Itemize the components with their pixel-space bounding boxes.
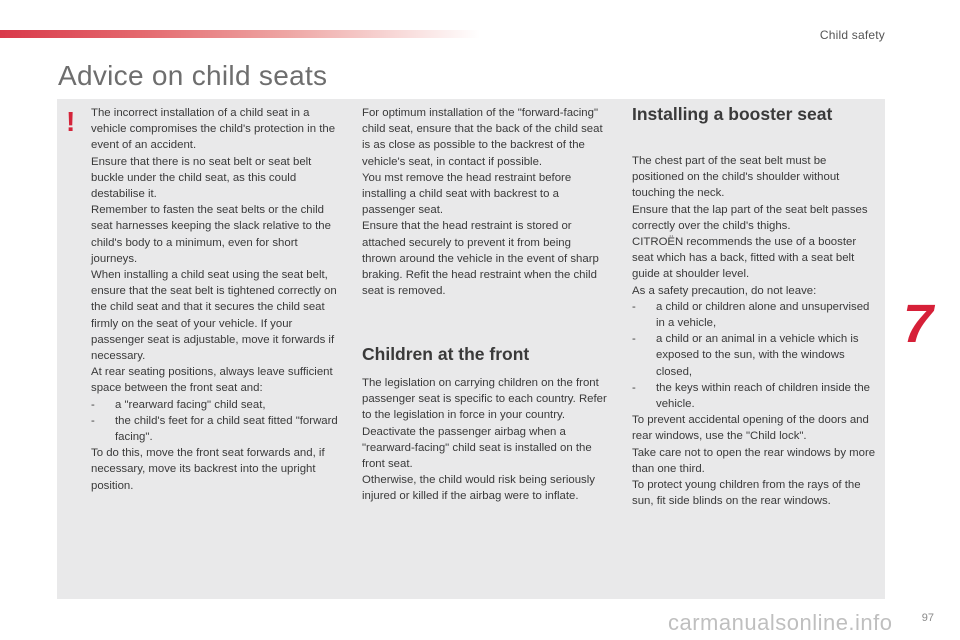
paragraph: You mst remove the head restraint before installing a child seat with backrest to a passenger seat. — [362, 171, 572, 217]
paragraph: Ensure that the head restraint is stored or attached securely to prevent it from being thrown around the vehicle in the event of sharp braking. Refit the head restraint when the child seat is removed. — [362, 220, 599, 298]
paragraph: The legislation on carrying children on the front passenger seat is specific to each country. Refer to the legislation in force in your country. — [362, 377, 607, 422]
list-item: - a child or an animal in a vehicle which is exposed to the sun, with the windows closed, — [632, 333, 859, 378]
paragraph: Ensure that there is no seat belt or seat belt buckle under the child seat, as this could destabilise it. — [91, 155, 312, 201]
paragraph: The chest part of the seat belt must be positioned on the child's shoulder without touching the neck. — [632, 155, 840, 200]
list-item: - the child's feet for a child seat fitted "forward facing". — [91, 414, 338, 444]
booster-seat-section — [632, 153, 880, 509]
section-title: Child safety — [819, 28, 885, 42]
paragraph: Otherwise, the child would risk being seriously injured or killed if the airbag were to inflate. — [362, 474, 595, 503]
paragraph: Ensure that the lap part of the seat belt passes correctly over the child's thighs. — [632, 203, 868, 232]
paragraph: CITROËN recommends the use of a booster seat which has a back, fitted with a seat belt guide at shoulder level. — [632, 236, 857, 281]
page-number: 97 — [921, 612, 934, 624]
paragraph: To do this, move the front seat forwards and, if necessary, move its backrest into the upright position. — [91, 447, 325, 492]
header-accent-bar — [0, 30, 480, 38]
booster-seat-heading: Installing a booster seat — [632, 104, 833, 124]
page-title: Advice on child seats — [58, 60, 328, 91]
warning-icon: ! — [66, 106, 76, 137]
list-item: - a "rearward facing" child seat, — [91, 398, 266, 411]
list-item: - a child or children alone and unsupervised in a vehicle, — [632, 300, 870, 330]
list-item: - the keys within reach of children inside the vehicle. — [632, 381, 871, 411]
watermark: carmanualsonline.info — [668, 610, 893, 635]
paragraph: When installing a child seat using the seat belt, ensure that the seat belt is tightened correctly on the child seat and that it secures the child seat firmly on the seat of your vehicle. If your passenger seat is adjustable, move it forwards if necessary. — [91, 269, 337, 363]
paragraph: At rear seating positions, always leave sufficient space between the front seat and: — [91, 366, 333, 395]
installation-column — [362, 105, 607, 299]
children-front-heading: Children at the front — [362, 344, 530, 364]
paragraph: Remember to fasten the seat belts or the child seat harnesses keeping the slack relative to the child's body to a minimum, even for short journeys. — [91, 204, 331, 265]
paragraph: For optimum installation of the "forward-facing" child seat, ensure that the back of the child seat is as close as possible to the backrest of the vehicle's seat, in contact if possible. — [362, 107, 603, 168]
paragraph: Take care not to open the rear windows by more than one third. — [632, 446, 876, 475]
paragraph: The incorrect installation of a child seat in a vehicle compromises the child's protection in the event of an accident. — [91, 107, 336, 152]
paragraph: As a safety precaution, do not leave: — [632, 284, 817, 297]
children-front-section — [362, 375, 607, 505]
chapter-number: 7 — [903, 294, 934, 354]
paragraph: Deactivate the passenger airbag when a "rearward-facing" child seat is installed on the front seat. — [362, 425, 592, 471]
paragraph: To prevent accidental opening of the doors and rear windows, use the "Child lock". — [632, 414, 869, 443]
warning-column — [91, 105, 343, 494]
paragraph: To protect young children from the rays of the sun, fit side blinds on the rear windows. — [632, 479, 861, 508]
